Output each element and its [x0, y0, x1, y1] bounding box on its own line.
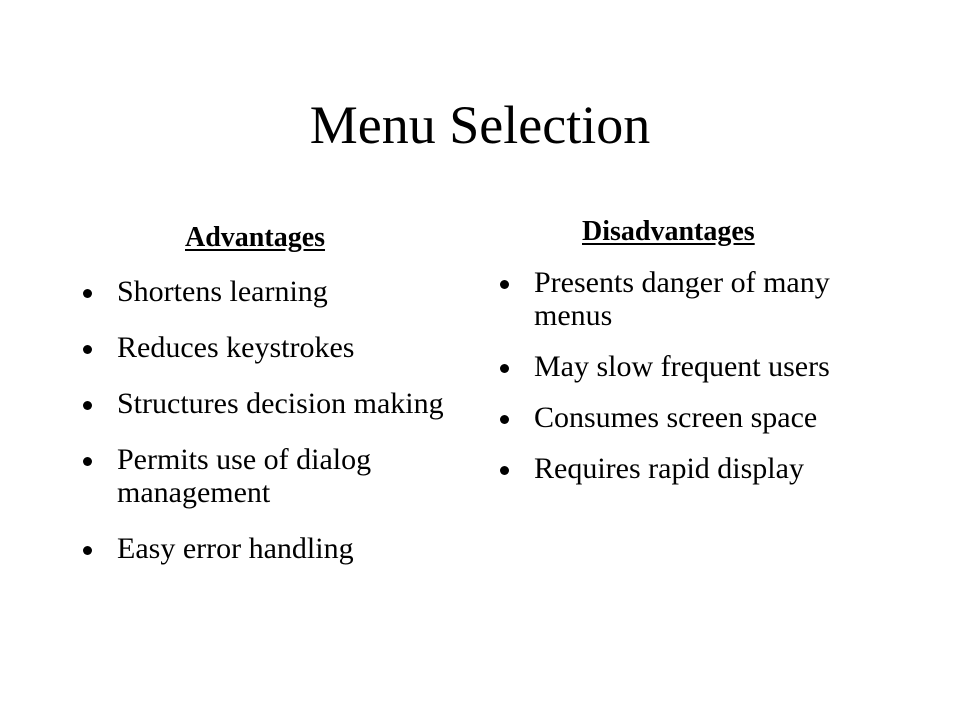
bullet-icon — [83, 457, 92, 466]
bullet-icon — [83, 401, 92, 410]
bullet-icon — [500, 364, 509, 373]
advantage-item — [80, 387, 460, 420]
disadvantage-text: Presents danger of many menus — [534, 266, 830, 332]
bullet-icon — [500, 466, 509, 475]
advantage-text: Permits use of dialog management — [117, 443, 372, 509]
bullet-icon — [83, 345, 92, 354]
disadvantage-text: Requires rapid display — [534, 452, 804, 485]
bullet-icon — [83, 289, 92, 298]
disadvantage-item — [497, 266, 897, 332]
disadvantages-list — [497, 266, 897, 485]
disadvantage-item — [497, 401, 897, 434]
advantage-item — [80, 532, 460, 565]
advantage-text: Structures decision making — [117, 387, 444, 420]
advantages-list — [80, 275, 460, 565]
advantages-column — [80, 218, 460, 588]
disadvantage-item — [497, 452, 897, 485]
advantage-text: Easy error handling — [117, 532, 354, 565]
advantages-heading: Advantages — [185, 222, 326, 253]
advantage-text: Reduces keystrokes — [117, 331, 355, 364]
advantage-item — [80, 275, 460, 308]
disadvantage-item — [497, 350, 897, 383]
advantage-item — [80, 331, 460, 364]
bullet-icon — [500, 280, 509, 289]
disadvantage-text: Consumes screen space — [534, 401, 818, 434]
disadvantage-text: May slow frequent users — [534, 350, 830, 383]
slide-title: Menu Selection — [309, 95, 651, 155]
disadvantages-column — [497, 212, 897, 503]
bullet-icon — [500, 415, 509, 424]
advantage-text: Shortens learning — [117, 275, 328, 308]
advantage-item — [80, 443, 460, 509]
disadvantages-heading: Disadvantages — [582, 216, 755, 247]
bullet-icon — [83, 546, 92, 555]
